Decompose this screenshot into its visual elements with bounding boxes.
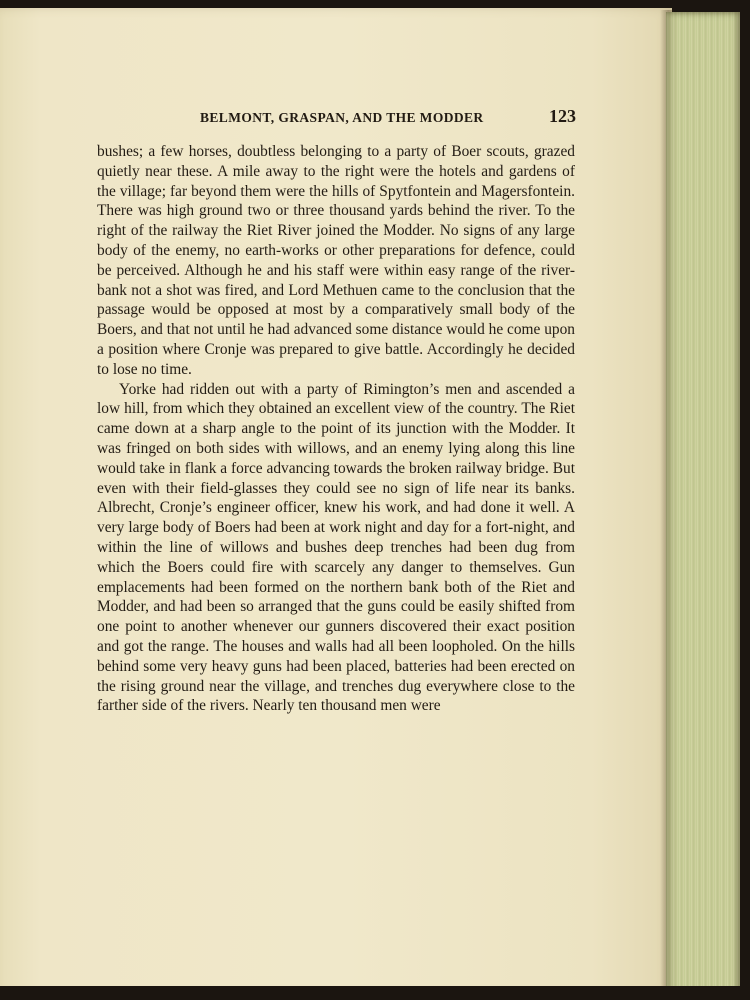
page-number: 123	[549, 106, 576, 126]
book-page	[0, 8, 672, 994]
paragraph-1: bushes; a few horses, doubtless belonging to a party of Boer scouts, grazed quietly near these. A mile away to the right were the hotels and gardens of the village; far beyond them were the hills of Spytfontein and Magersfontein. There was high ground two or three thousand yards behind the river. To the right of the railway the Riet River joined the Modder. No signs of any large body of the enemy, no earth-works or other preparations for defence, could be perceived. Although he and his staff were within easy range of the river-bank not a shot was fired, and Lord Methuen came to the conclusion that the passage would be opposed at most by a comparatively small body of the Boers, and that not until he had advanced some distance would he come upon a position where Cronje was prepared to give battle. Accordingly he decided to lose no time.	[97, 143, 575, 378]
bottom-border	[0, 986, 750, 1000]
page-edges	[666, 12, 740, 994]
paragraph-2: Yorke had ridden out with a party of Rimington’s men and ascended a low hill, from which they obtained an excellent view of the country. The Riet came down at a sharp angle to the point of its junction with the Modder. It was fringed on both sides with willows, and an enemy lying along this line would take in flank a force advancing towards the broken railway bridge. But even with their field-glasses they could see no sign of life near its banks. Albrecht, Cronje’s engineer officer, knew his work, and had done it well. A very large body of Boers had been at work night and day for a fort-night, and within the line of willows and bushes deep trenches had been dug from which the Boers could fire with scarcely any danger to themselves. Gun emplacements had been formed on the northern bank both of the Riet and Modder, and had been so arranged that the guns could be easily shifted from one point to another whenever our gunners discovered their exact position and got the range. The houses and walls had all been loopholed. On the hills behind some very heavy guns had been placed, batteries had been erected on the rising ground near the village, and trenches dug everywhere close to the farther side of the rivers. Nearly ten thousand men were	[97, 380, 575, 715]
running-title: BELMONT, GRASPAN, AND THE MODDER	[200, 110, 484, 125]
body-text	[97, 142, 575, 716]
running-head	[150, 106, 580, 130]
